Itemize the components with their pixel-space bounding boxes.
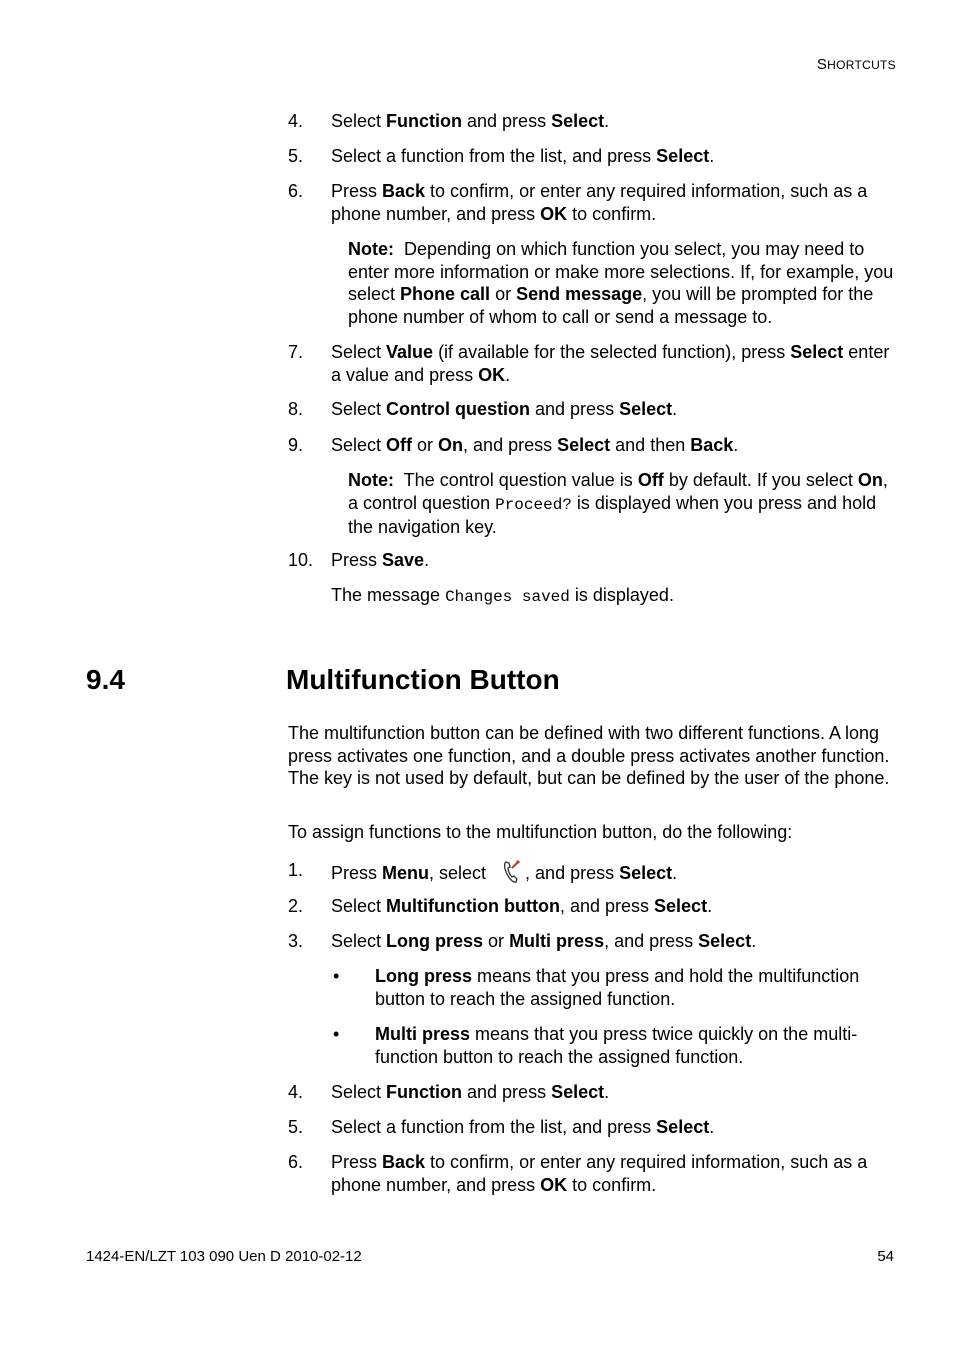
step-4-text: Select Function and press Select. [331, 1082, 610, 1102]
step-1-text: Press Menu, select , and press Select. [331, 859, 896, 885]
step-number: 3. [288, 931, 304, 951]
section-number: 9.4 [86, 664, 125, 695]
note-control-question: Note: The control question value is Off by default. If you select On, a control question Proceed? is displayed when you press and hold the navigation key. [348, 470, 888, 538]
step-7-text: Select Value (if available for the selected function), press Select enter a value and press OK. [331, 342, 890, 385]
step-number: 2. [288, 896, 304, 916]
step-number: 6. [288, 181, 304, 201]
step-10-text: Press Save. [331, 550, 430, 570]
step-3-text: Select Long press or Multi press, and press Select. [331, 931, 757, 951]
step-6-text: Press Back to confirm, or enter any required information, such as a phone number, and press OK to confirm. [331, 181, 868, 224]
step-5-text: Select a function from the list, and press Select. [331, 146, 715, 166]
bullet-multi-press: Multi press means that you press twice quickly on the multi-function button to reach the assigned function. [375, 1024, 858, 1067]
step-5-text: Select a function from the list, and press Select. [331, 1117, 715, 1137]
step-number: 6. [288, 1152, 304, 1172]
step-number: 4. [288, 111, 304, 131]
step-number: 5. [288, 1117, 304, 1137]
step-6-text: Press Back to confirm, or enter any required information, such as a phone number, and press OK to confirm. [331, 1152, 868, 1195]
step-4-text: Select Function and press Select. [331, 111, 610, 131]
step-number: 5. [288, 146, 304, 166]
step-number: 7. [288, 342, 304, 362]
intro-instruction: To assign functions to the multifunction button, do the following: [288, 822, 793, 842]
bullet-long-press: Long press means that you press and hold the multifunction button to reach the assigned function. [375, 966, 860, 1009]
step-2-text: Select Multifunction button, and press Select. [331, 896, 713, 916]
section-title: Multifunction Button [286, 664, 560, 695]
step-number: 4. [288, 1082, 304, 1102]
page-number: 54 [877, 1248, 894, 1265]
bullet-mark: • [333, 966, 340, 986]
note-function-select: Note: Depending on which function you select, you may need to enter more information or make more selections. If, for example, you select Phone call or Send message, you will be prompted for the phone number of whom to call or send a message to. [348, 239, 899, 327]
step-number: 8. [288, 399, 304, 419]
intro-paragraph: The multifunction button can be defined with two different functions. A long press activates one function, and a double press activates another function. The key is not used by default, but can be defined by the user of the phone. [288, 723, 890, 789]
changes-saved-message: The message Changes saved is displayed. [331, 585, 674, 606]
step-9-text: Select Off or On, and press Select and then Back. [331, 435, 739, 455]
running-header: SHORTCUTS [816, 56, 896, 73]
bullet-mark: • [333, 1024, 340, 1044]
document-id: 1424-EN/LZT 103 090 Uen D 2010-02-12 [86, 1248, 362, 1265]
step-number: 1. [288, 860, 304, 880]
step-number: 10. [288, 550, 314, 570]
step-8-text: Select Control question and press Select. [331, 399, 678, 419]
step-number: 9. [288, 435, 304, 455]
phone-settings-icon [501, 859, 521, 885]
